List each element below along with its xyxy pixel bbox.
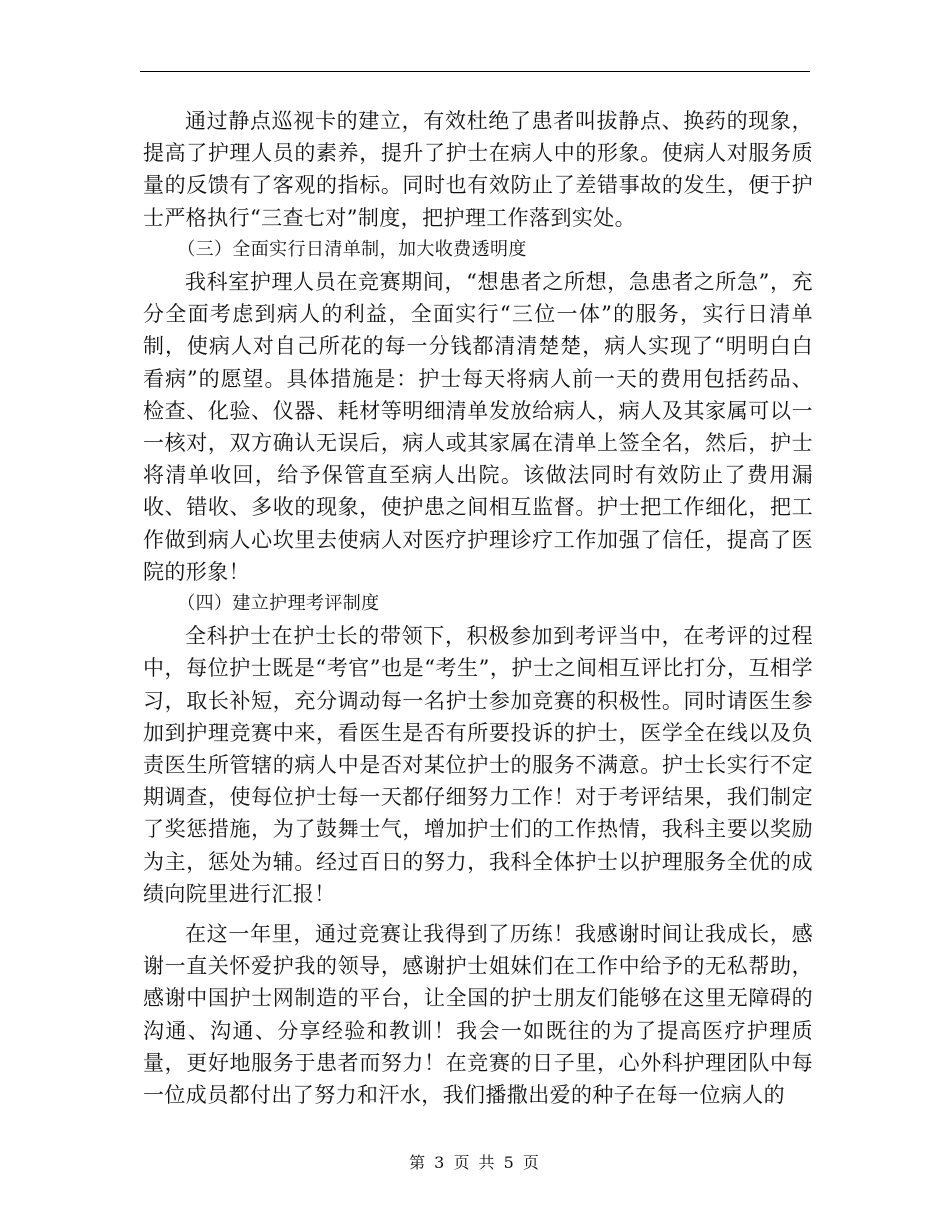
paragraph-daily-bill: 我科室护理人员在竞赛期间，“想患者之所想，急患者之所急”，充分全面考虑到病人的利益，全面实行“三位一体”的服务，实行日清单制，使病人对自己所花的每一分钱都清清楚楚，病人实现了“明明白白看病”的愿望。具体措施是：护士每天将病人前一天的费用包括药品、检查、化验、仪器、耗材等明细清单发放给病人，病人及其家属可以一一核对，双方确认无误后，病人或其家属在清单上签全名，然后，护士将清单收回，给予保管直至病人出院。该做法同时有效防止了费用漏收、错收、多收的现象，使护患之间相互监督。护士把工作细化，把工作做到病人心坎里去使病人对医疗护理诊疗工作加强了信任，提高了医院的形象！ (143, 270, 813, 584)
header-rule (140, 71, 810, 72)
paragraph-patrol-card: 通过静点巡视卡的建立，有效杜绝了患者叫拔静点、换药的现象，提高了护理人员的素养，提升了护士在病人中的形象。使病人对服务质量的反馈有了客观的指标。同时也有效防止了差错事故的发生，便于护士严格执行“三查七对”制度，把护理工作落到实处。 (143, 109, 813, 230)
paragraph-year-summary: 在这一年里，通过竞赛让我得到了历练！我感谢时间让我成长，感谢一直关怀爱护我的领导，感谢护士姐妹们在工作中给予的无私帮助，感谢中国护士网制造的平台，让全国的护士朋友们能够在这里无障碍的沟通、沟通、分享经验和教训！我会一如既往的为了提高医疗护理质量，更好地服务于患者而努力！在竞赛的日子里，心外科护理团队中每一位成员都付出了努力和汗水，我们播撒出爱的种子在每一位病人的 (143, 922, 813, 1108)
paragraph-gap (143, 910, 813, 918)
document-body (143, 105, 813, 1111)
section-heading-evaluation: （四）建立护理考评制度 (177, 593, 380, 615)
page-number-footer: 第 3 页 共 5 页 (409, 1153, 541, 1172)
section-heading-daily-bill: （三）全面实行日清单制，加大收费透明度 (177, 238, 527, 260)
paragraph-evaluation: 全科护士在护士长的带领下，积极参加到考评当中，在考评的过程中，每位护士既是“考官”也是“考生”，护士之间相互评比打分，互相学习，取长补短，充分调动每一名护士参加竞赛的积极性。同时请医生参加到护理竞赛中来，看医生是否有所要投诉的护士，医学全在线以及负责医生所管辖的病人中是否对某位护士的服务不满意。护士长实行不定期调查，使每位护士每一天都仔细努力工作！对于考评结果，我们制定了奖惩措施，为了鼓舞士气，增加护士们的工作热情，我科主要以奖励为主，惩处为辅。经过百日的努力，我科全体护士以护理服务全优的成绩向院里进行汇报！ (143, 624, 813, 906)
